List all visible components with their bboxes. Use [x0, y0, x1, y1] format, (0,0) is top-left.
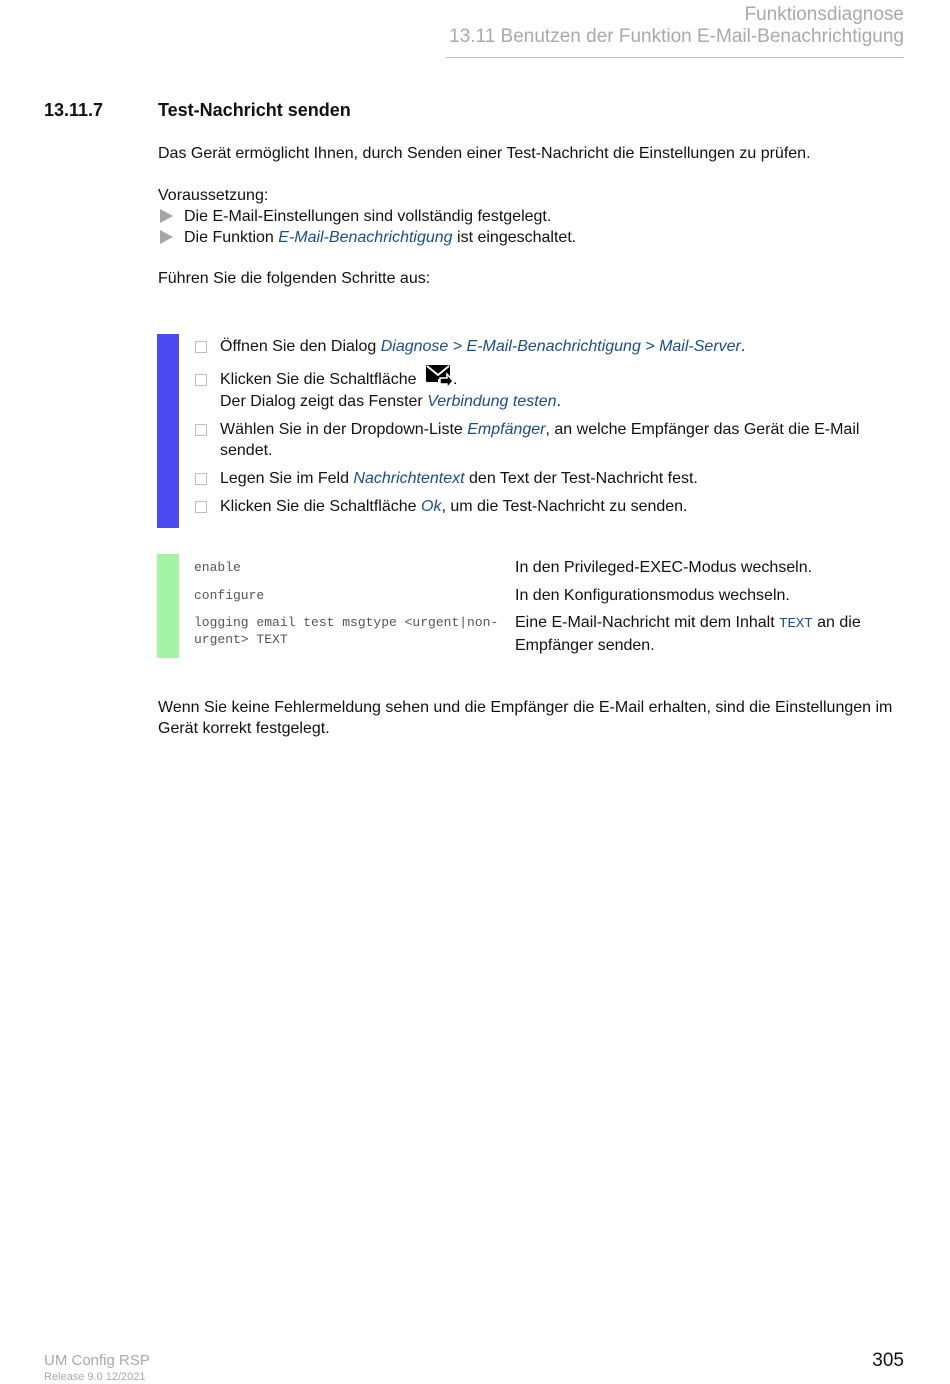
text: Legen Sie im Feld	[220, 470, 354, 487]
text: Der Dialog zeigt das Fenster	[220, 393, 428, 410]
text: Die Funktion	[184, 229, 279, 246]
cli-command-logging: logging email test msgtype <urgent|non-urgent> TEXT	[194, 615, 499, 647]
checkbox-icon	[195, 341, 207, 353]
section-title: Test-Nachricht senden	[158, 100, 351, 120]
text: Öffnen Sie den Dialog	[220, 338, 381, 355]
text: , um die Test-Nachricht zu senden.	[441, 498, 688, 515]
email-notification-link[interactable]: E-Mail-Benachrichtigung	[278, 229, 453, 246]
list-item	[158, 206, 576, 227]
checkbox-icon	[195, 374, 207, 386]
text: Eine E-Mail-Nachricht mit dem Inhalt	[515, 614, 780, 631]
checkbox-icon	[195, 424, 207, 436]
text: .	[556, 393, 561, 410]
prerequisite-item-2	[184, 227, 576, 248]
envelope-send-icon[interactable]	[425, 363, 453, 395]
step-5	[194, 496, 904, 517]
cli-marker-bar	[157, 554, 179, 658]
text: .	[740, 338, 746, 355]
section-number: 13.11.7	[44, 100, 104, 120]
step-text	[220, 369, 561, 412]
footer-doc-title: UM Config RSP	[44, 1352, 150, 1369]
prerequisite-item-1: Die E-Mail-Einstellungen sind vollständig festgelegt.	[184, 208, 552, 225]
running-header	[449, 4, 904, 48]
footer-release: Release 9.0 12/2021	[44, 1371, 146, 1383]
prerequisite-label: Voraussetzung:	[158, 187, 269, 204]
text-parameter: TEXT	[779, 616, 813, 632]
text: den Text der Test-Nachricht fest.	[464, 470, 698, 487]
ok-button-link[interactable]: Ok	[421, 498, 442, 515]
steps-intro: Führen Sie die folgenden Schritte aus:	[158, 270, 431, 287]
step-3	[194, 419, 904, 461]
page-number: 305	[872, 1350, 904, 1371]
header-section: 13.11 Benutzen der Funktion E-Mail-Benachrichtigung	[449, 26, 904, 47]
text: Klicken Sie die Schaltfläche	[220, 498, 421, 515]
message-text-field-link[interactable]: Nachrichtentext	[353, 470, 465, 487]
step-text	[220, 496, 688, 517]
step-text	[220, 419, 904, 461]
text: an die Empfänger senden.	[515, 614, 861, 654]
step-1	[194, 336, 904, 357]
prerequisite-list	[158, 206, 576, 248]
cli-command-configure: configure	[194, 588, 265, 603]
text: , an welche Empfänger das Gerät die E-Mail sendet.	[220, 421, 860, 459]
step-text	[220, 468, 698, 489]
text: Klicken Sie die Schaltfläche	[220, 371, 417, 389]
bullet-triangle-icon	[160, 209, 173, 223]
step-list	[194, 336, 904, 524]
text: .	[453, 371, 458, 389]
cli-description-enable: In den Privileged-EXEC-Modus wechseln.	[515, 559, 813, 576]
steps-marker-bar	[157, 334, 179, 528]
header-divider	[445, 57, 904, 58]
step-text	[220, 336, 745, 357]
text: Wählen Sie in der Dropdown-Liste	[220, 421, 468, 438]
header-chapter: Funktionsdiagnose	[744, 4, 904, 25]
bullet-triangle-icon	[160, 230, 173, 244]
cli-command-enable: enable	[194, 560, 241, 575]
dialog-path-link[interactable]: Diagnose > E-Mail-Benachrichtigung > Mail-Server	[380, 338, 741, 355]
recipient-dropdown-link[interactable]: Empfänger	[467, 421, 546, 438]
checkbox-icon	[195, 501, 207, 513]
connection-test-link[interactable]: Verbindung testen	[427, 393, 557, 410]
footer-document	[44, 1352, 150, 1384]
cli-description-configure: In den Konfigurationsmodus wechseln.	[515, 587, 790, 604]
conclusion-paragraph: Wenn Sie keine Fehlermeldung sehen und die Empfänger die E-Mail erhalten, sind die Einstellungen im Gerät korrekt festgelegt.	[158, 699, 893, 737]
checkbox-icon	[195, 473, 207, 485]
step-2	[194, 369, 904, 412]
text: ist eingeschaltet.	[452, 229, 577, 246]
intro-paragraph: Das Gerät ermöglicht Ihnen, durch Senden einer Test-Nachricht die Einstellungen zu prüfen.	[158, 145, 811, 162]
cli-description-logging	[515, 612, 905, 656]
list-item	[158, 227, 576, 248]
step-4	[194, 468, 904, 489]
